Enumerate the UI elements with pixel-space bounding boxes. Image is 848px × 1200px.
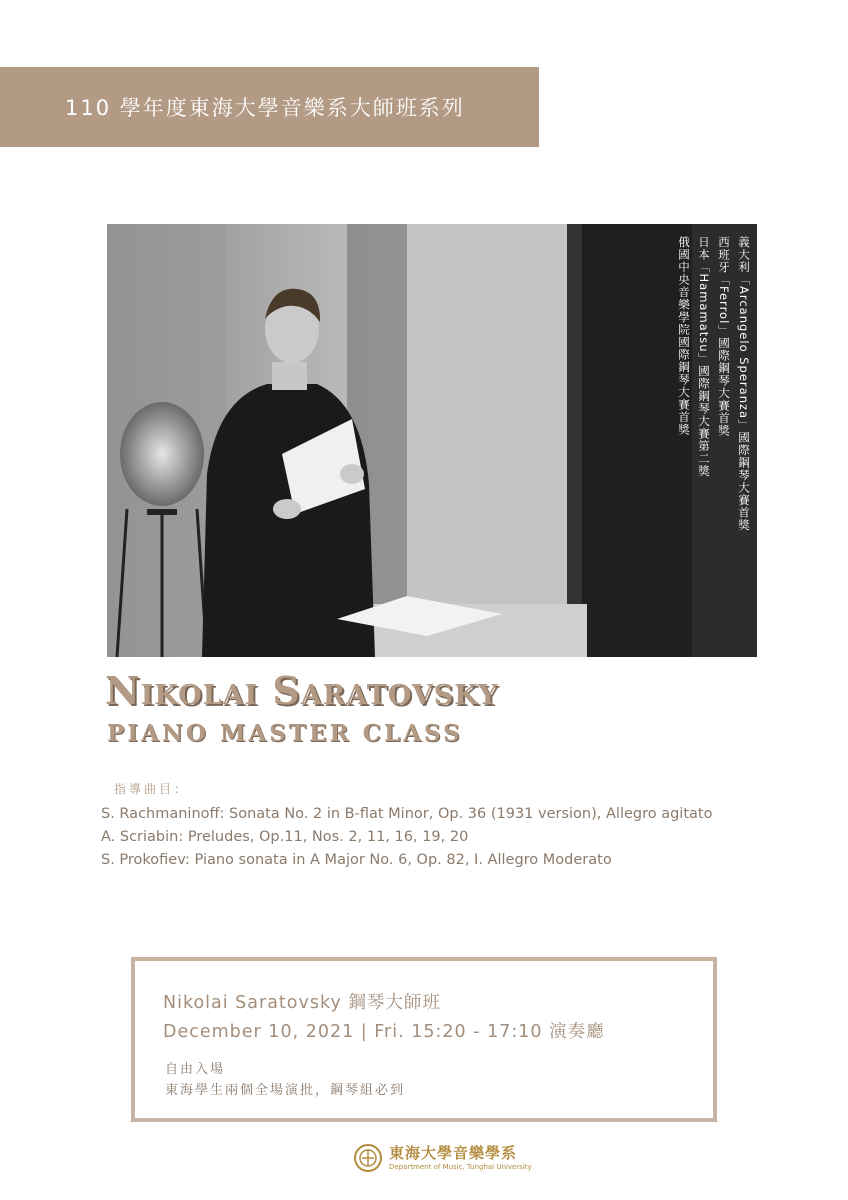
repertoire-item: S. Prokofiev: Piano sonata in A Major No. 6, Op. 82, I. Allegro Moderato xyxy=(101,852,612,868)
event-info-box xyxy=(131,957,717,1122)
attendance-note: 東海學生兩個全場演批，鋼琴組必到 xyxy=(165,1083,406,1098)
performer-name: Nikolai Saratovsky xyxy=(105,668,499,713)
admission-note: 自由入場 xyxy=(165,1062,226,1077)
awards-list xyxy=(677,236,751,646)
event-subtitle: PIANO MASTER CLASS xyxy=(107,720,463,747)
award-item: 俄國中央音樂學院國際鋼琴大賽首獎 xyxy=(677,236,691,436)
department-name-cn: 東海大學音樂學系 xyxy=(389,1143,518,1162)
performer-photo xyxy=(107,224,757,657)
photo-illustration xyxy=(107,224,757,657)
repertoire-item: S. Rachmaninoff: Sonata No. 2 in B-flat Minor, Op. 36 (1931 version), Allegro agitato xyxy=(101,806,713,822)
department-logo xyxy=(353,1142,532,1174)
repertoire-heading: 指導曲目： xyxy=(114,782,190,796)
department-name-en: Department of Music, Tunghai University xyxy=(389,1162,532,1171)
award-item: 日本「Hamamatsu」國際鋼琴大賽第二獎 xyxy=(697,236,711,478)
repertoire-list xyxy=(101,803,712,872)
university-seal-icon xyxy=(353,1143,383,1173)
event-title: Nikolai Saratovsky 鋼琴大師班 xyxy=(163,993,441,1013)
event-datetime: December 10, 2021 | Fri. 15:20 - 17:10 演奏廳 xyxy=(163,1022,605,1042)
series-banner xyxy=(0,67,539,147)
award-item: 義大利「Arcangelo Speranza」國際鋼琴大賽首獎 xyxy=(737,236,751,532)
award-item: 西班牙「Ferrol」國際鋼琴大賽首獎 xyxy=(717,236,731,437)
repertoire-item: A. Scriabin: Preludes, Op.11, Nos. 2, 11, 16, 19, 20 xyxy=(101,829,469,845)
series-title: 110 學年度東海大學音樂系大師班系列 xyxy=(65,96,465,120)
